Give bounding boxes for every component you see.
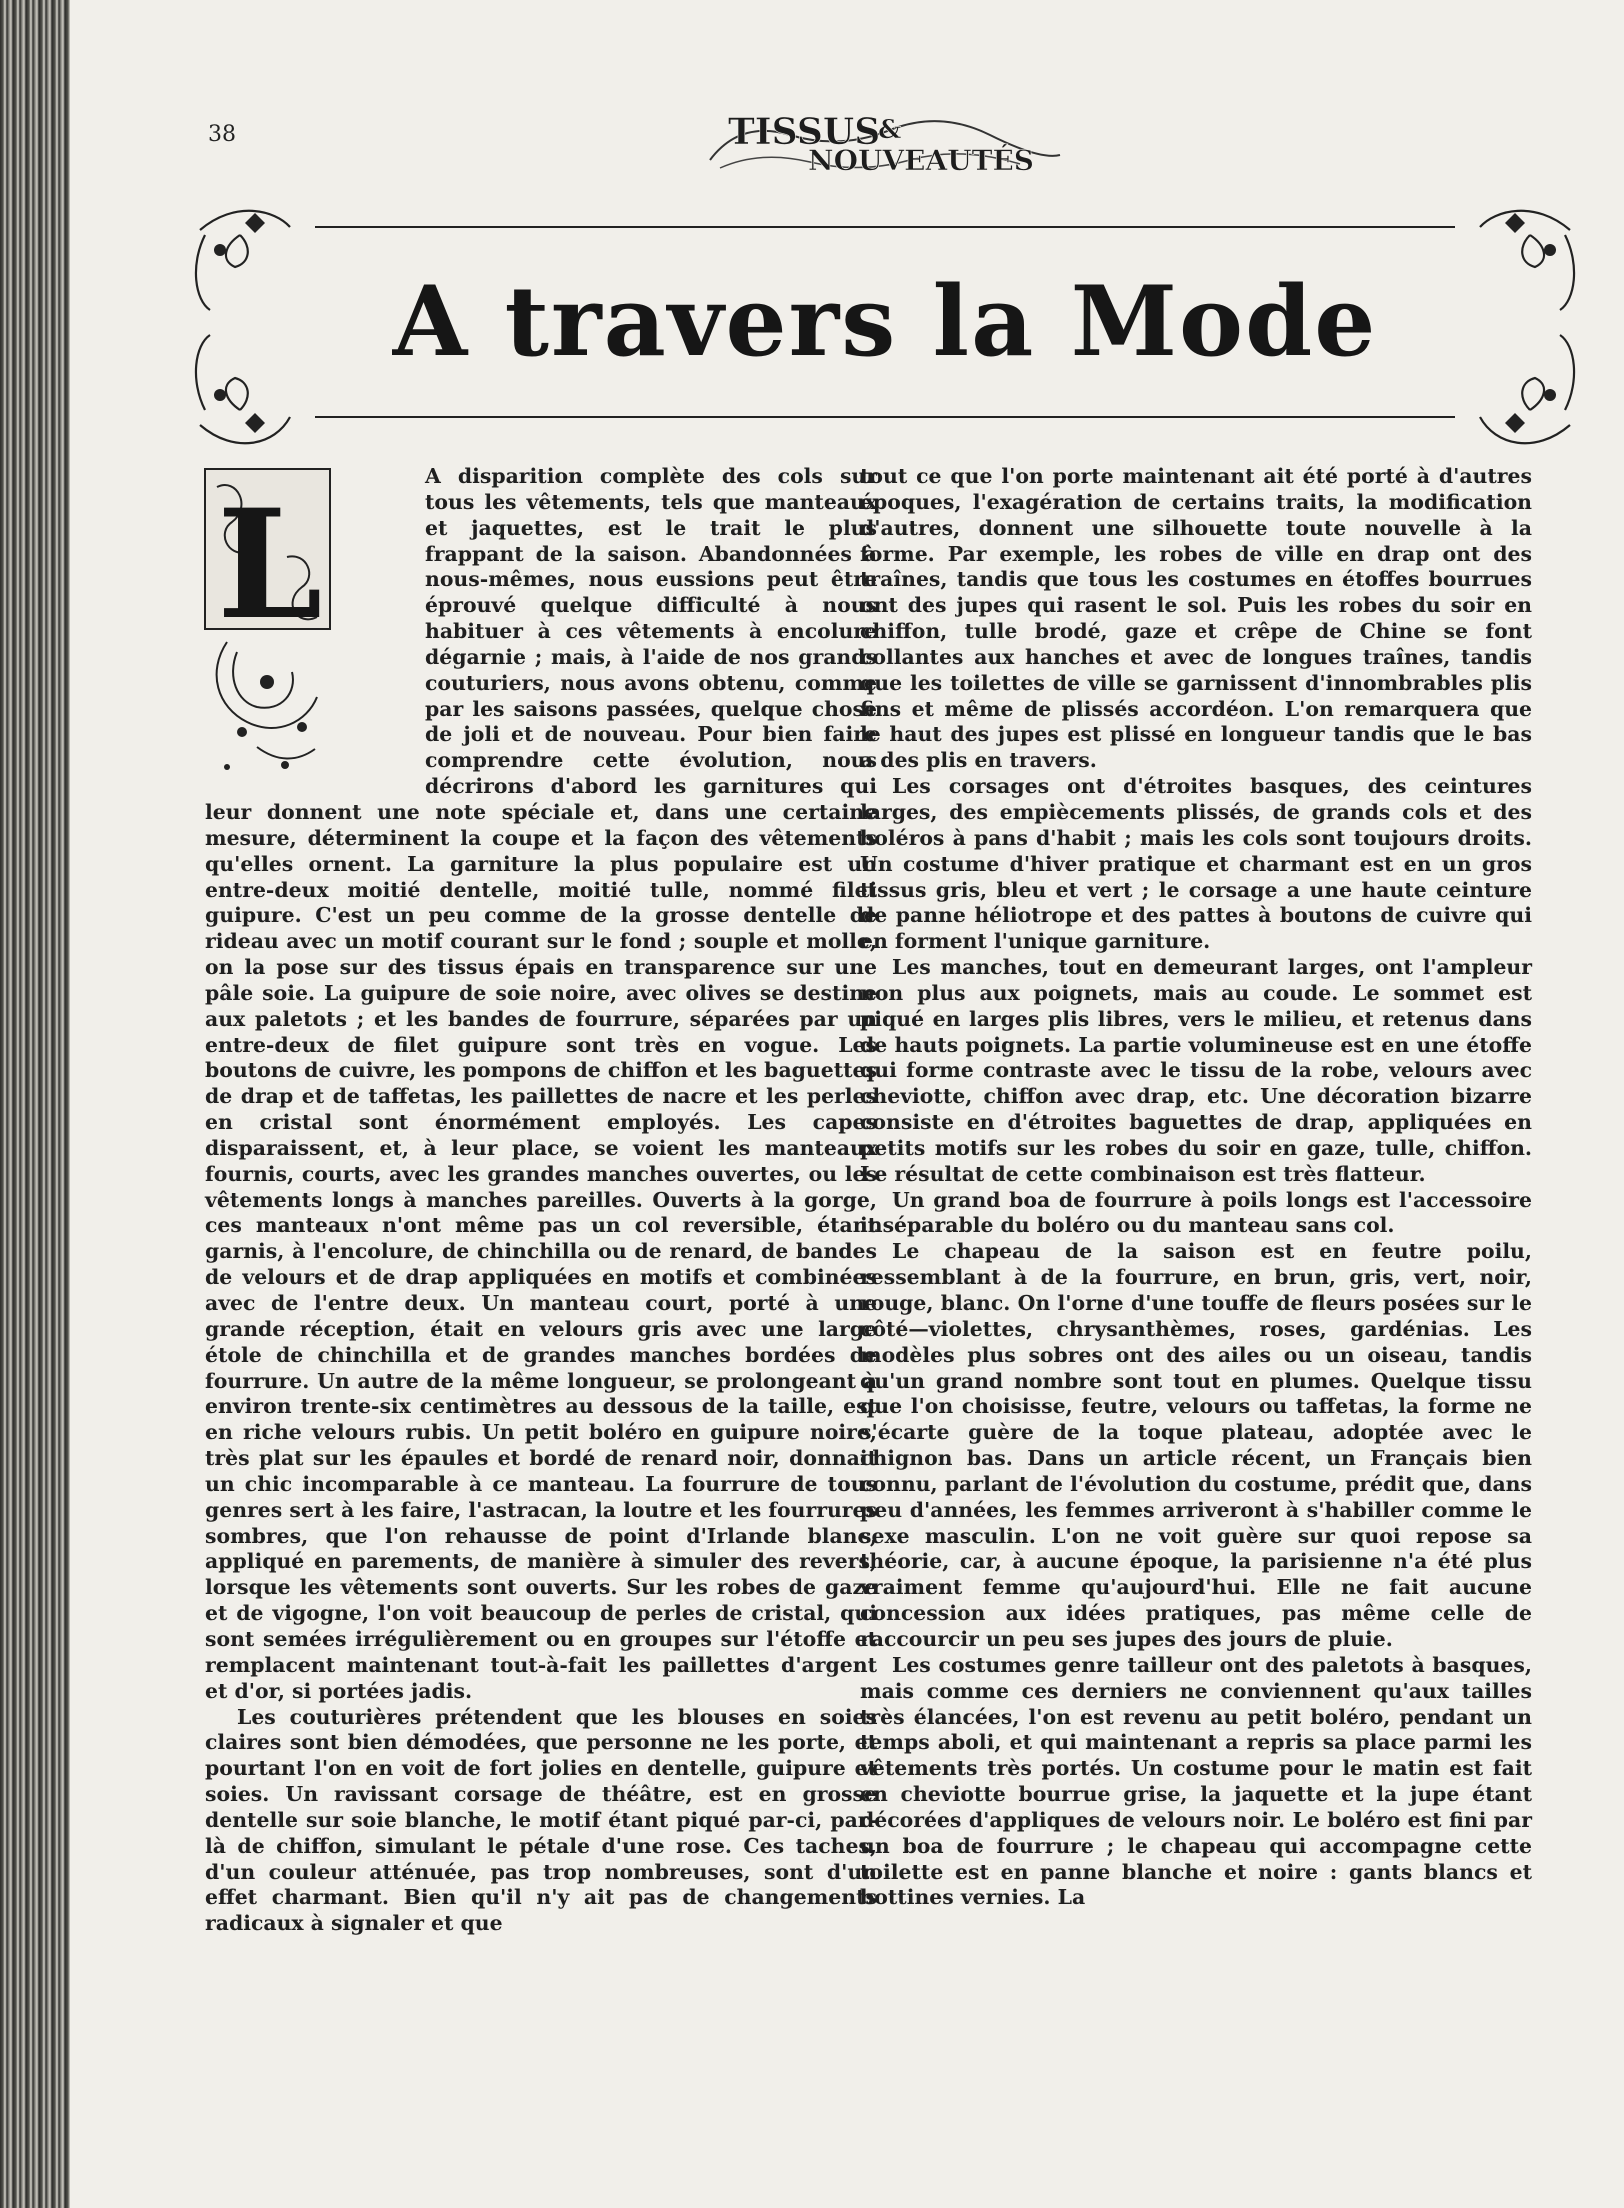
paragraph-right-5: Le chapeau de la saison est en feutre poilu, ressemblant à de la fourrure, en brun, gris, vert, noir, rouge, blanc. On l'orne d'une touffe de fleurs posées sur le côté—violettes, chrysanthèmes, roses, gardénias. Les modèles plus sobres ont des ailes ou un oiseau, tandis qu'un grand nombre sont tout en plumes. Quelque tissu que l'on choisisse, feutre, velours ou taffetas, la forme ne s'écarte guère de la toque plateau, adoptée avec le chignon bas. Dans un article récent, un Français bien connu, parlant de l'évolution du costume, prédit que, dans peu d'années, les femmes arriveront à s'habiller comme le sexe masculin. L'on ne voit guère sur quoi repose sa théorie, car, à aucune époque, la parisienne n'a été plus vraiment femme qu'aujourd'hui. Elle ne fait aucune concession aux idées pratiques, pas même celle de raccourcir un peu ses jupes des jours de pluie. [860,1239,1532,1651]
paragraph-right-4: Un grand boa de fourrure à poils longs est l'accessoire inséparable du boléro ou du manteau sans col. [860,1187,1532,1238]
paragraph-left-2: Les couturières prétendent que les blouses en soies claires sont bien démodées, que personne ne les porte, et pourtant l'on en voit de fort jolies en dentelle, guipure et soies. Un ravissant corsage de théâtre, est en grosse dentelle sur soie blanche, le motif étant piqué par-ci, par-là de chiffon, simulant le pétale d'une rose. Ces taches, d'un couleur atténuée, pas trop nombreuses, sont d'un effet charmant. Bien qu'il n'y ait pas de changements radicaux à signaler et que [205,1704,877,1936]
article-title: A travers la Mode [392,265,1378,378]
page-number: 38 [208,122,236,147]
paragraph-right-6: Les costumes genre tailleur ont des paletots à basques, mais comme ces derniers ne conviennent qu'aux tailles très élancées, l'on est revenu au petit boléro, pendant un temps aboli, et qui maintenant a repris sa place parmi les vêtements très portés. Un costume pour le matin est fait en cheviotte bourrue grise, la jaquette et la jupe étant décorées d'appliques de velours noir. Le boléro est fini par un boa de fourrure ; le chapeau qui accompagne cette toilette est en panne blanche et noire : gants blancs et bottines vernies. La [860,1652,1532,1910]
paragraph-right-2: Les corsages ont d'étroites basques, des ceintures larges, des empiècements plissés, de grands cols et des boléros à pans d'habit ; mais les cols sont toujours droits. Un costume d'hiver pratique et charmant est en un gros tissus gris, bleu et vert ; le corsage a une haute ceinture de panne héliotrope et des pattes à boutons de cuivre qui en forment l'unique garniture. [860,774,1532,954]
magazine-page [70,0,1624,2208]
masthead-logo [700,100,1070,180]
masthead-connector: & [878,115,902,145]
book-binding-edge [0,0,70,2208]
paragraph-right-1: tout ce que l'on porte maintenant ait été porté à d'autres époques, l'exagération de certains traits, la modification d'autres, donnent une silhouette toute nouvelle à la forme. Par exemple, les robes de ville en drap ont des traînes, tandis que tous les costumes en étoffes bourrues ont des jupes qui rasent le sol. Puis les robes du soir en chiffon, tulle brodé, gaze et crêpe de Chine se font collantes aux hanches et avec de longues traînes, tandis que les toilettes de ville se garnissent d'innombrables plis fins et même de plissés accordéon. L'on remarquera que le haut des jupes est plissé en longueur tandis que le bas a des plis en travers. [860,464,1532,773]
article-column-left [205,464,877,1937]
paragraph-left-1: A disparition complète des cols sur tous les vêtements, tels que manteaux et jaquettes, est le trait le plus frappant de la saison. Abandonnées à nous-mêmes, nous eussions peut être éprouvé quelque difficulté à nous habituer à ces vêtements à encolure dégarnie ; mais, à l'aide de nos grands couturiers, nous avons obtenu, comme par les saisons passées, quelque chose de joli et de nouveau. Pour bien faire comprendre cette évolution, nous décrirons d'abord les garnitures qui leur donnent une note spéciale et, dans une certaine mesure, déterminent la coupe et la façon des vêtements qu'elles ornent. La garniture la plus populaire est un entre-deux moitié dentelle, moitié tulle, nommé filet guipure. C'est un peu comme de la grosse dentelle de rideau avec un motif courant sur le fond ; souple et molle, on la pose sur des tissus épais en transparence sur une pâle soie. La guipure de soie noire, avec olives se destine aux paletots ; et les bandes de fourrure, séparées par un entre-deux de filet guipure sont très en vogue. Les boutons de cuivre, les pompons de chiffon et les baguettes de drap et de taffetas, les paillettes de nacre et les perles en cristal sont énormément employés. Les capes disparaissent, et, à leur place, se voient les manteaux fournis, courts, avec les grandes manches ouvertes, ou les vêtements longs à manches pareilles. Ouverts à la gorge, ces manteaux n'ont même pas un col reversible, étant garnis, à l'encolure, de chinchilla ou de renard, de bandes de velours et de drap appliquées en motifs et combinées avec de l'entre deux. Un manteau court, porté à une grande réception, était en velours gris avec une large étole de chinchilla et de grandes manches bordées de fourrure. Un autre de la même longueur, se prolongeant à environ trente-six centimètres au dessous de la taille, est en riche velours rubis. Un petit boléro en guipure noire, très plat sur les épaules et bordé de renard noir, donnait un chic incomparable à ce manteau. La fourrure de tous genres sert à les faire, l'astracan, la loutre et les fourrures sombres, que l'on rehausse de point d'Irlande blanc, appliqué en parements, de manière à simuler des revers, lorsque les vêtements sont ouverts. Sur les robes de gaze et de vigogne, l'on voit beaucoup de perles de cristal, qui sont semées irrégulièrement ou en groupes sur l'étoffe et remplacent maintenant tout-à-fait les paillettes d'argent et d'or, si portées jadis. [205,464,877,1703]
dropcap-letter: L [217,477,323,653]
masthead-line1: TISSUS [728,111,881,153]
paragraph-right-3: Les manches, tout en demeurant larges, ont l'ampleur non plus aux poignets, mais au coude. Le sommet est piqué en larges plis libres, vers le milieu, et retenus dans de hauts poignets. La partie volumineuse est en une étoffe qui forme contraste avec le tissu de la robe, velours avec cheviotte, chiffon avec drap, etc. Une décoration bizarre consiste en d'étroites baguettes de drap, appliquées en petits motifs sur les robes du soir en gaze, tulle, chiffon. Le résultat de cette combinaison est très flatteur. [860,955,1532,1186]
article-column-right [860,464,1532,1911]
dropcap-ornament [197,467,415,777]
masthead-line2: NOUVEAUTÉS [808,144,1035,177]
